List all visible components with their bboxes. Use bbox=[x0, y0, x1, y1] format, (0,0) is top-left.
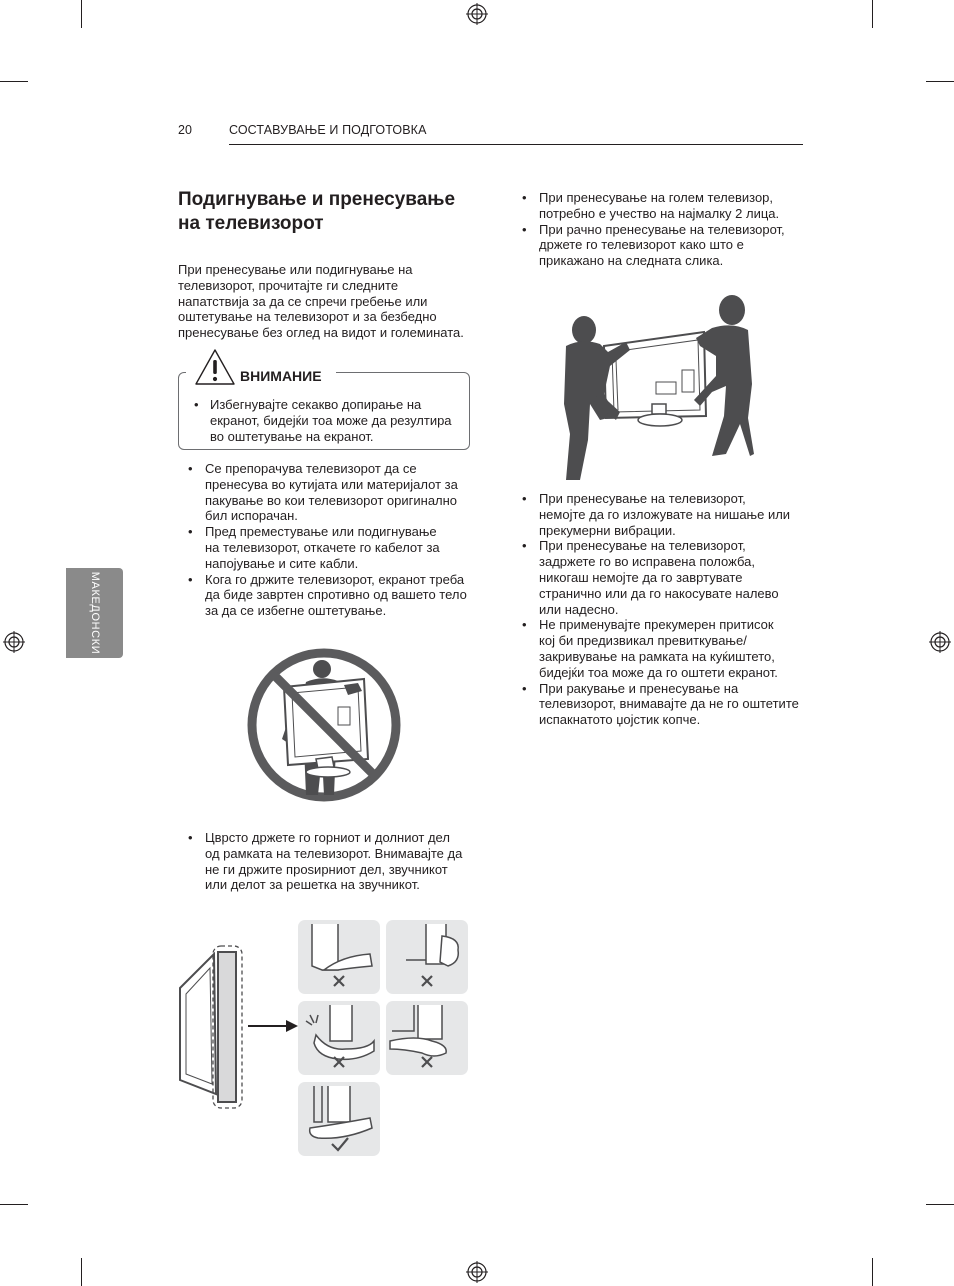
grip-panel-wrong-2 bbox=[386, 920, 468, 994]
text-line: телевизорот, прочитајте ги следните bbox=[178, 277, 399, 293]
prohibited-carry-illustration bbox=[246, 647, 402, 803]
text-line: • Избегнувајте секакво допирање на bbox=[210, 397, 422, 412]
two-person-bullets bbox=[512, 190, 812, 269]
two-person-carry-illustration bbox=[560, 294, 756, 480]
text-line: испакнатото џојстик копче. bbox=[539, 712, 701, 728]
text-line: • Се препорачува телевизорот да се bbox=[205, 461, 417, 476]
crop-mark bbox=[872, 0, 873, 28]
list-item bbox=[178, 830, 478, 893]
crop-mark bbox=[81, 0, 82, 28]
crop-mark bbox=[872, 1258, 873, 1286]
grip-panel-wrong-3 bbox=[298, 1001, 380, 1075]
list-item bbox=[178, 524, 478, 571]
text-line: немојте да го изложувате на нишање или bbox=[539, 506, 791, 522]
heading-line: на телевизорот bbox=[178, 213, 324, 234]
text-line: од рамката на телевизорот. Внимавајте да bbox=[205, 845, 463, 861]
crop-mark bbox=[81, 1258, 82, 1286]
text-line: кој би предизвикал превиткување/ bbox=[539, 633, 747, 649]
list-item bbox=[512, 222, 812, 269]
grip-bullets bbox=[178, 830, 478, 893]
registration-mark-icon bbox=[929, 631, 951, 653]
list-item bbox=[178, 461, 478, 524]
text-line: бил испорачан. bbox=[205, 508, 298, 524]
text-line: или надесно. bbox=[539, 601, 619, 617]
arrow-right-icon bbox=[286, 1020, 298, 1032]
text-line: • При пренесување на телевизорот, bbox=[539, 491, 746, 506]
text-line: задржете го во исправена положба, bbox=[539, 554, 755, 570]
text-line: за да се избегне оштетување. bbox=[205, 603, 387, 619]
text-line: странично или да го накосувате налево bbox=[539, 585, 779, 601]
text-line: не ги држите проѕирниот дел, звучникот bbox=[205, 861, 448, 877]
text-line: да биде завртен спротивно од вашето тело bbox=[205, 587, 467, 603]
text-line: екранот, бидејќи тоа може да резултира bbox=[210, 412, 452, 428]
language-tab-label: МАКЕДОНСКИ bbox=[88, 571, 101, 655]
registration-mark-icon bbox=[3, 631, 25, 653]
text-line: пренесување без оглед на видот и големината. bbox=[178, 325, 464, 341]
language-tab bbox=[66, 568, 123, 658]
text-line: При пренесување или подигнување на bbox=[178, 262, 413, 277]
text-line: • Пред преместување или подигнување bbox=[205, 524, 437, 540]
text-line: прекумерни вибрации. bbox=[539, 522, 676, 538]
text-line: бидејќи тоа може да го оштети екранот. bbox=[539, 664, 778, 680]
intro-paragraph bbox=[178, 262, 473, 341]
text-line: или делот за решетка на звучникот. bbox=[205, 877, 420, 893]
crop-mark bbox=[0, 81, 28, 82]
text-line: напатствија за да се спречи гребење или bbox=[178, 293, 428, 309]
handling-bullets bbox=[178, 461, 478, 619]
list-item bbox=[512, 617, 812, 680]
text-line: оштетување на телевизорот и за безбедно bbox=[178, 309, 437, 325]
text-line: никогаш немојте да го завртувате bbox=[539, 569, 743, 585]
text-line: телевизорот, внимавајте да не го оштетите bbox=[539, 696, 799, 712]
text-line: во оштетување на екранот. bbox=[210, 428, 374, 444]
text-line: • При пренесување на телевизорот, bbox=[539, 538, 746, 554]
registration-mark-icon bbox=[466, 3, 488, 25]
warning-triangle-icon bbox=[194, 348, 236, 386]
crop-mark bbox=[0, 1204, 28, 1205]
registration-mark-icon bbox=[466, 1261, 488, 1283]
grip-panel-wrong-1 bbox=[298, 920, 380, 994]
text-line: потребно е учество на најмалку 2 лица. bbox=[539, 205, 780, 221]
crop-mark bbox=[926, 81, 954, 82]
text-line: • При рачно пренесување на телевизорот, bbox=[539, 221, 785, 237]
text-line: • Кога го држите телевизорот, екранот треба bbox=[205, 571, 465, 587]
list-item bbox=[512, 190, 812, 222]
transport-bullets bbox=[512, 491, 812, 728]
text-line: на телевизорот, откачете го кабелот за bbox=[205, 539, 440, 555]
list-item bbox=[512, 681, 812, 728]
text-line: • Цврсто држете го горниот и долниот дел bbox=[205, 830, 450, 845]
crop-mark bbox=[926, 1204, 954, 1205]
text-line: прикажано на следната слика. bbox=[539, 253, 724, 269]
caution-list bbox=[186, 397, 466, 444]
heading-line: Подигнување и пренесување bbox=[178, 189, 456, 210]
grip-panel-correct bbox=[298, 1082, 380, 1156]
list-item bbox=[512, 491, 812, 538]
text-line: • При пренесување на голем телевизор, bbox=[539, 190, 774, 205]
section-title: СОСТАВУВАЊЕ И ПОДГОТОВКА bbox=[229, 123, 427, 137]
page-number: 20 bbox=[178, 123, 192, 137]
tv-side-view-illustration bbox=[176, 944, 300, 1110]
header-divider bbox=[229, 144, 803, 145]
text-line: напојување и сите кабли. bbox=[205, 555, 359, 571]
text-line: пакување во кои телевизорот оригинално bbox=[205, 492, 458, 508]
text-line: држете го телевизорот како што е bbox=[539, 237, 744, 253]
text-line: • При ракување и пренесување на bbox=[539, 680, 739, 696]
caution-title: ВНИМАНИЕ bbox=[240, 368, 322, 384]
list-item bbox=[178, 572, 478, 619]
list-item bbox=[186, 397, 466, 444]
list-item bbox=[512, 538, 812, 617]
page-heading bbox=[178, 188, 478, 236]
grip-panel-wrong-4 bbox=[386, 1001, 468, 1075]
text-line: пренесува во кутијата или материјалот за bbox=[205, 476, 458, 492]
text-line: • Не применувајте прекумерен притисок bbox=[539, 617, 774, 633]
text-line: закривување на рамката на куќиштето, bbox=[539, 648, 775, 664]
